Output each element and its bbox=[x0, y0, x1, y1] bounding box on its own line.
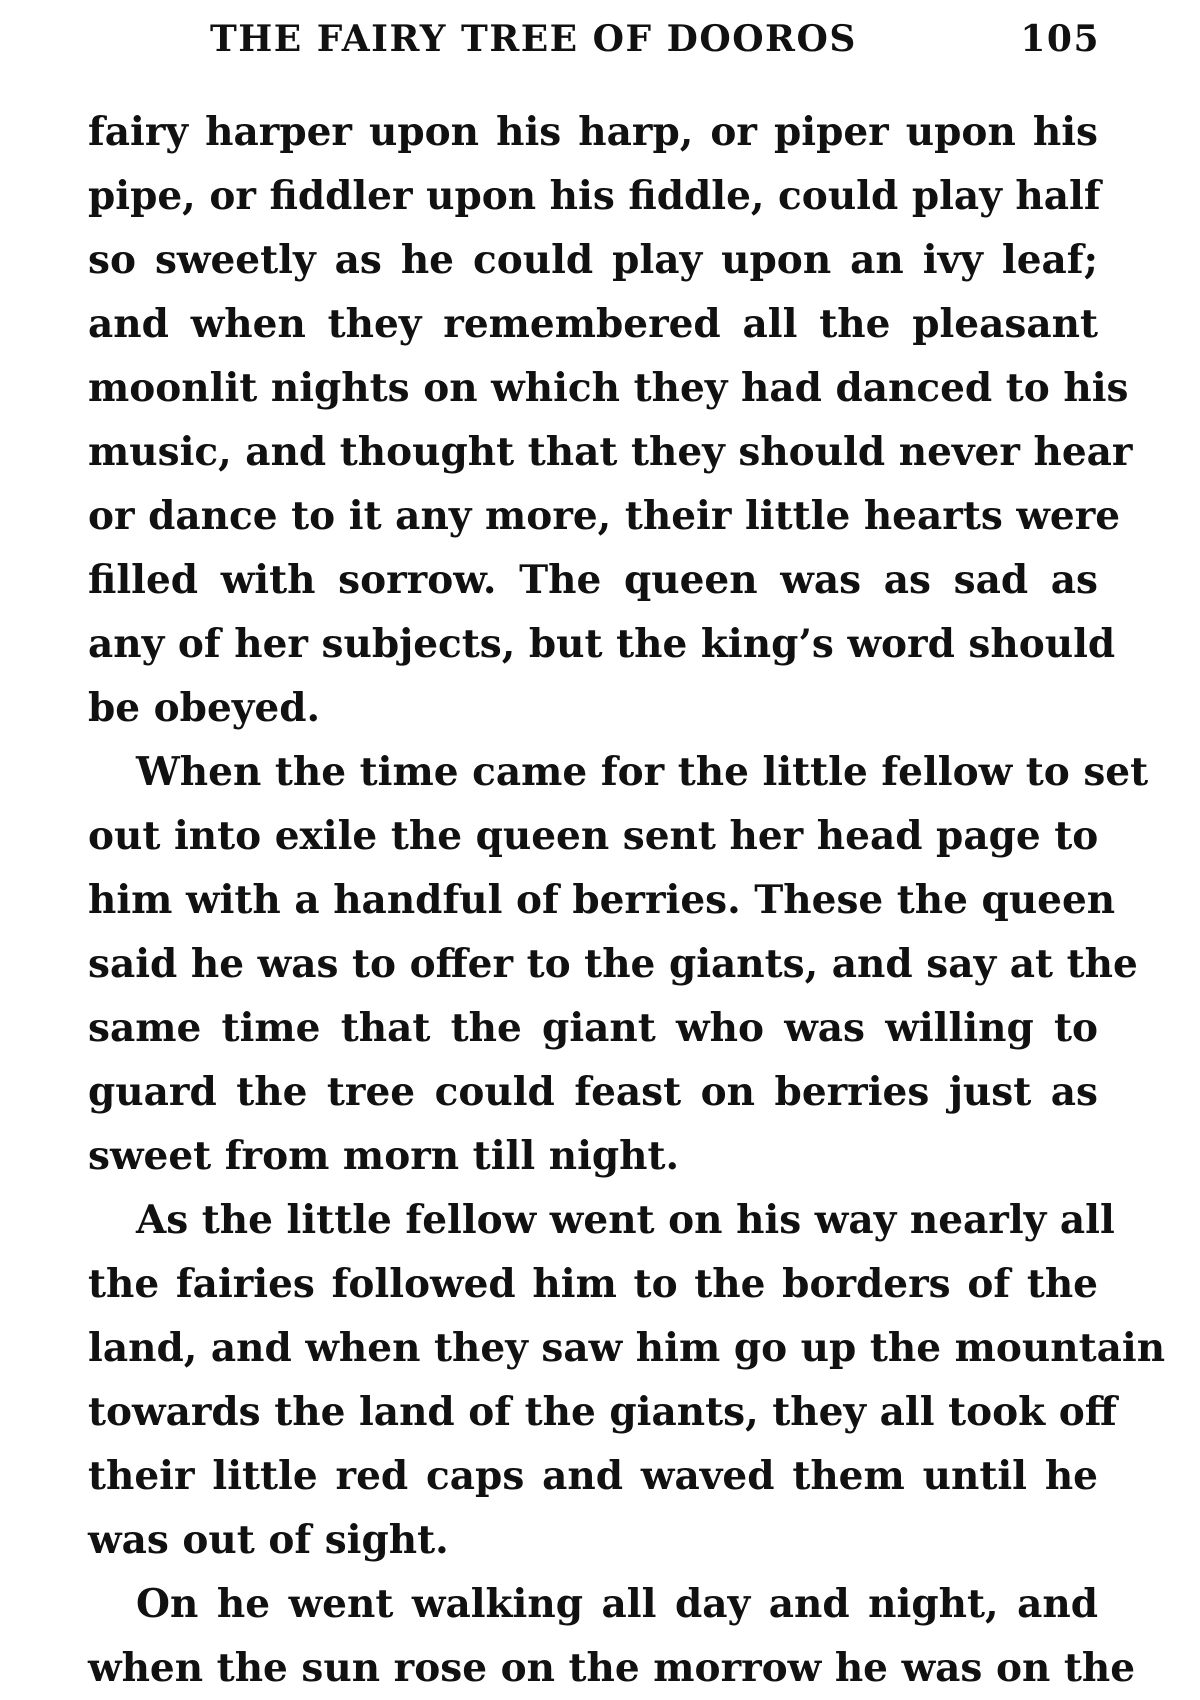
text-line: sweet from morn till night. bbox=[88, 1133, 680, 1179]
text-line: out into exile the queen sent her head page to bbox=[88, 813, 1099, 859]
text-line: when the sun rose on the morrow he was on the bbox=[88, 1645, 1136, 1691]
text-line: was out of sight. bbox=[88, 1517, 449, 1563]
text-line: and when they remembered all the pleasant bbox=[88, 301, 1098, 347]
text-line: moonlit nights on which they had danced to his bbox=[88, 365, 1129, 411]
text-line: the fairies followed him to the borders of the bbox=[88, 1261, 1098, 1307]
paragraph-3 bbox=[88, 1188, 1166, 1572]
text-line: filled with sorrow. The queen was as sad as bbox=[88, 557, 1098, 603]
text-line: pipe, or fiddler upon his fiddle, could play half bbox=[88, 173, 1101, 219]
text-line: towards the land of the giants, they all took off bbox=[88, 1389, 1117, 1435]
paragraph-2 bbox=[88, 740, 1149, 1188]
text-line: said he was to offer to the giants, and say at the bbox=[88, 941, 1138, 987]
text-line: On he went walking all day and night, and bbox=[136, 1581, 1098, 1627]
page-number: 105 bbox=[1020, 18, 1100, 60]
text-line: so sweetly as he could play upon an ivy leaf; bbox=[88, 237, 1098, 283]
text-line: or dance to it any more, their little hearts were bbox=[88, 493, 1121, 539]
paragraph-1 bbox=[88, 100, 1133, 740]
text-line: When the time came for the little fellow to set bbox=[136, 749, 1149, 795]
text-line: land, and when they saw him go up the mountain bbox=[88, 1325, 1166, 1371]
text-line: same time that the giant who was willing to bbox=[88, 1005, 1098, 1051]
text-line: fairy harper upon his harp, or piper upon his bbox=[88, 109, 1098, 155]
text-line: As the little fellow went on his way nearly all bbox=[136, 1197, 1115, 1243]
text-line: him with a handful of berries. These the queen bbox=[88, 877, 1116, 923]
text-line: any of her subjects, but the king’s word should bbox=[88, 621, 1116, 667]
running-header bbox=[210, 18, 1100, 74]
paragraph-4 bbox=[88, 1572, 1136, 1700]
text-line: music, and thought that they should never hear bbox=[88, 429, 1133, 475]
text-line: their little red caps and waved them until he bbox=[88, 1453, 1098, 1499]
body-text bbox=[88, 100, 1166, 1700]
text-line: be obeyed. bbox=[88, 685, 321, 731]
running-title: THE FAIRY TREE OF DOOROS bbox=[210, 18, 857, 60]
text-line: guard the tree could feast on berries just as bbox=[88, 1069, 1098, 1115]
